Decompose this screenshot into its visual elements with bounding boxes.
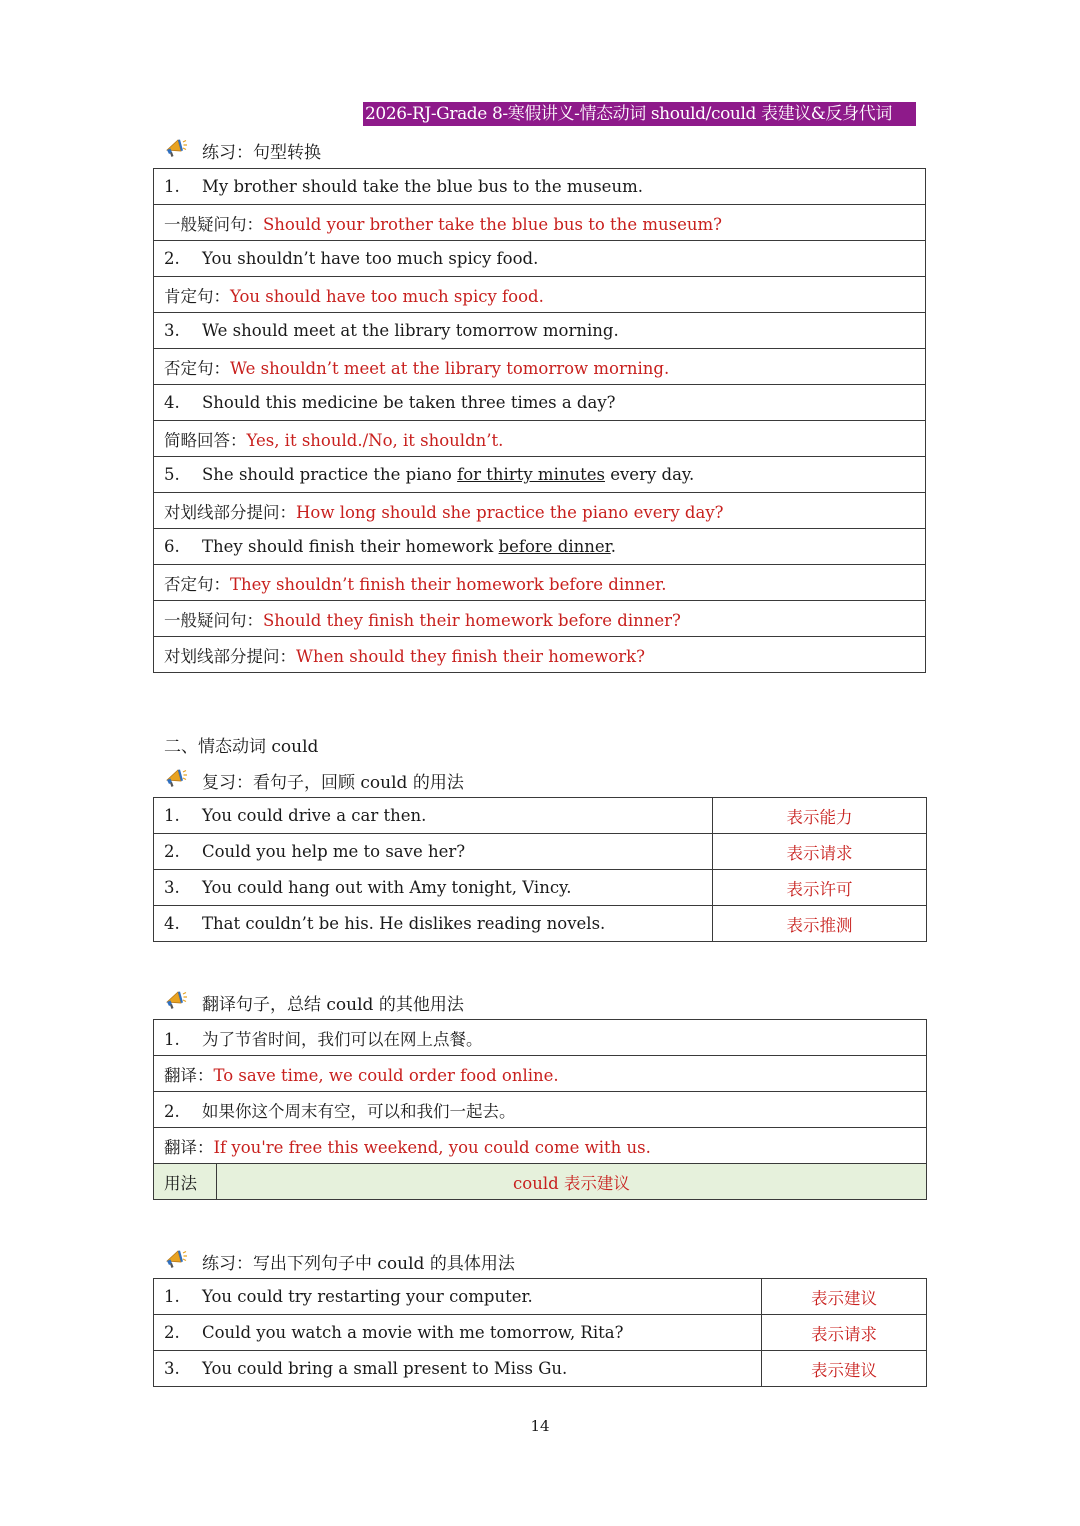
table-row [154,870,927,906]
sentence-transform-table [153,168,926,673]
question-cell [154,529,926,565]
underlined-part: before dinner [498,537,611,556]
question-number: 4. [164,393,180,412]
answer-label: 否定句： [164,358,230,378]
answer-text: To save time, we could order food online. [213,1065,559,1085]
question-number: 6. [164,537,180,556]
answer-text: How long should she practice the piano every day? [296,502,724,522]
question-number: 2. [164,842,180,861]
question-number: 1. [164,806,180,825]
question-text: You could hang out with Amy tonight, Vincy. [202,878,572,897]
question-number: 1. [164,1029,180,1049]
table-row [154,529,926,565]
table-row [154,493,926,529]
table-row [154,349,926,385]
question-number: 1. [164,177,180,196]
table-row [154,834,927,870]
section-could-heading: 二、情态动词 could [164,737,319,757]
question-cell [154,798,713,834]
answer-cell [154,349,926,385]
table-row [154,637,926,673]
question-cell [154,834,713,870]
table-row [154,385,926,421]
question-cell [154,870,713,906]
answer-cell [154,421,926,457]
answer-cell [154,565,926,601]
answer-cell [154,277,926,313]
usage-label: 用法 [154,1164,217,1200]
usage-answer: 表示请求 [713,834,927,870]
question-number: 1. [164,1287,180,1306]
question-text: They should finish their homework [202,537,499,556]
answer-label: 对划线部分提问： [164,646,296,666]
question-number: 4. [164,914,180,933]
answer-label: 翻译： [164,1137,214,1157]
question-cell [154,1315,762,1351]
question-number: 2. [164,249,180,268]
answer-text: Yes, it should./No, it shouldn’t. [246,430,504,450]
question-text: You could drive a car then. [202,806,427,825]
question-text-end: . [610,537,616,556]
could-review-table [153,797,927,942]
table-row [154,241,926,277]
question-text: You could bring a small present to Miss Gu. [202,1359,568,1378]
usage-answer: 表示许可 [713,870,927,906]
question-text: 为了节省时间，我们可以在网上点餐。 [202,1029,483,1049]
answer-cell [154,1128,927,1164]
table-row [154,1279,927,1315]
question-text: You shouldn’t have too much spicy food. [202,249,539,268]
question-number: 2. [164,1323,180,1342]
question-cell [154,457,926,493]
usage-answer: 表示建议 [762,1351,927,1387]
table-row [154,313,926,349]
table-row [154,1351,927,1387]
answer-text: They shouldn’t finish their homework before dinner. [230,574,667,594]
answer-cell [154,205,926,241]
table-row [154,798,927,834]
answer-cell [154,1056,927,1092]
answer-label: 对划线部分提问： [164,502,296,522]
answer-text: When should they finish their homework? [296,646,645,666]
could-usage-practice-table [153,1278,927,1387]
question-cell [154,385,926,421]
table-row [154,1128,927,1164]
answer-text: Should they finish their homework before dinner? [263,610,681,630]
answer-cell [154,493,926,529]
usage-answer: 表示建议 [762,1279,927,1315]
question-text: My brother should take the blue bus to the museum. [202,177,643,196]
megaphone-icon [164,988,188,1012]
question-number: 3. [164,1359,180,1378]
table-row [154,457,926,493]
page-number: 14 [530,1417,550,1435]
translate-table [153,1019,927,1200]
question-number: 3. [164,878,180,897]
answer-text: We shouldn’t meet at the library tomorrow morning. [230,358,670,378]
question-cell [154,313,926,349]
question-text: She should practice the piano [202,465,458,484]
megaphone-icon [164,766,188,790]
table-row [154,1315,927,1351]
question-number: 2. [164,1101,180,1121]
answer-text: Should your brother take the blue bus to the museum? [263,214,722,234]
usage-summary: could 表示建议 [217,1164,927,1200]
usage-answer: 表示请求 [762,1315,927,1351]
question-text: Should this medicine be taken three times a day? [202,393,616,412]
table-row [154,205,926,241]
usage-answer: 表示能力 [713,798,927,834]
answer-label: 一般疑问句： [164,214,263,234]
question-text: 如果你这个周末有空，可以和我们一起去。 [202,1101,516,1121]
answer-label: 简略回答： [164,430,247,450]
table-row [154,1056,927,1092]
underlined-part: for thirty minutes [457,465,605,484]
answer-cell [154,637,926,673]
usage-summary-row [154,1164,927,1200]
question-text: That couldn’t be his. He dislikes reading novels. [202,914,606,933]
question-text: We should meet at the library tomorrow morning. [202,321,619,340]
question-number: 3. [164,321,180,340]
question-cell [154,906,713,942]
question-cell [154,241,926,277]
table-row [154,906,927,942]
question-cell [154,1351,762,1387]
table-row [154,421,926,457]
question-text-end: every day. [604,465,695,484]
usage-answer: 表示推测 [713,906,927,942]
answer-label: 肯定句： [164,286,230,306]
question-text: You could try restarting your computer. [202,1287,533,1306]
answer-cell [154,601,926,637]
answer-label: 翻译： [164,1065,214,1085]
megaphone-icon [164,136,188,160]
megaphone-icon [164,1247,188,1271]
answer-label: 否定句： [164,574,230,594]
question-cell [154,1020,927,1056]
table-row [154,565,926,601]
answer-text: You should have too much spicy food. [230,286,544,306]
table-row [154,169,926,205]
question-text: Could you help me to save her? [202,842,466,861]
question-number: 5. [164,465,180,484]
table-row [154,277,926,313]
question-cell [154,1092,927,1128]
question-cell [154,1279,762,1315]
table-row [154,601,926,637]
table-row [154,1020,927,1056]
question-text: Could you watch a movie with me tomorrow, Rita? [202,1323,624,1342]
answer-text: If you're free this weekend, you could come with us. [213,1137,651,1157]
answer-label: 一般疑问句： [164,610,263,630]
question-cell [154,169,926,205]
table-row [154,1092,927,1128]
document-header-banner: 2026-RJ-Grade 8-寒假讲义-情态动词 should/could 表建议&反身代词 [363,102,916,126]
